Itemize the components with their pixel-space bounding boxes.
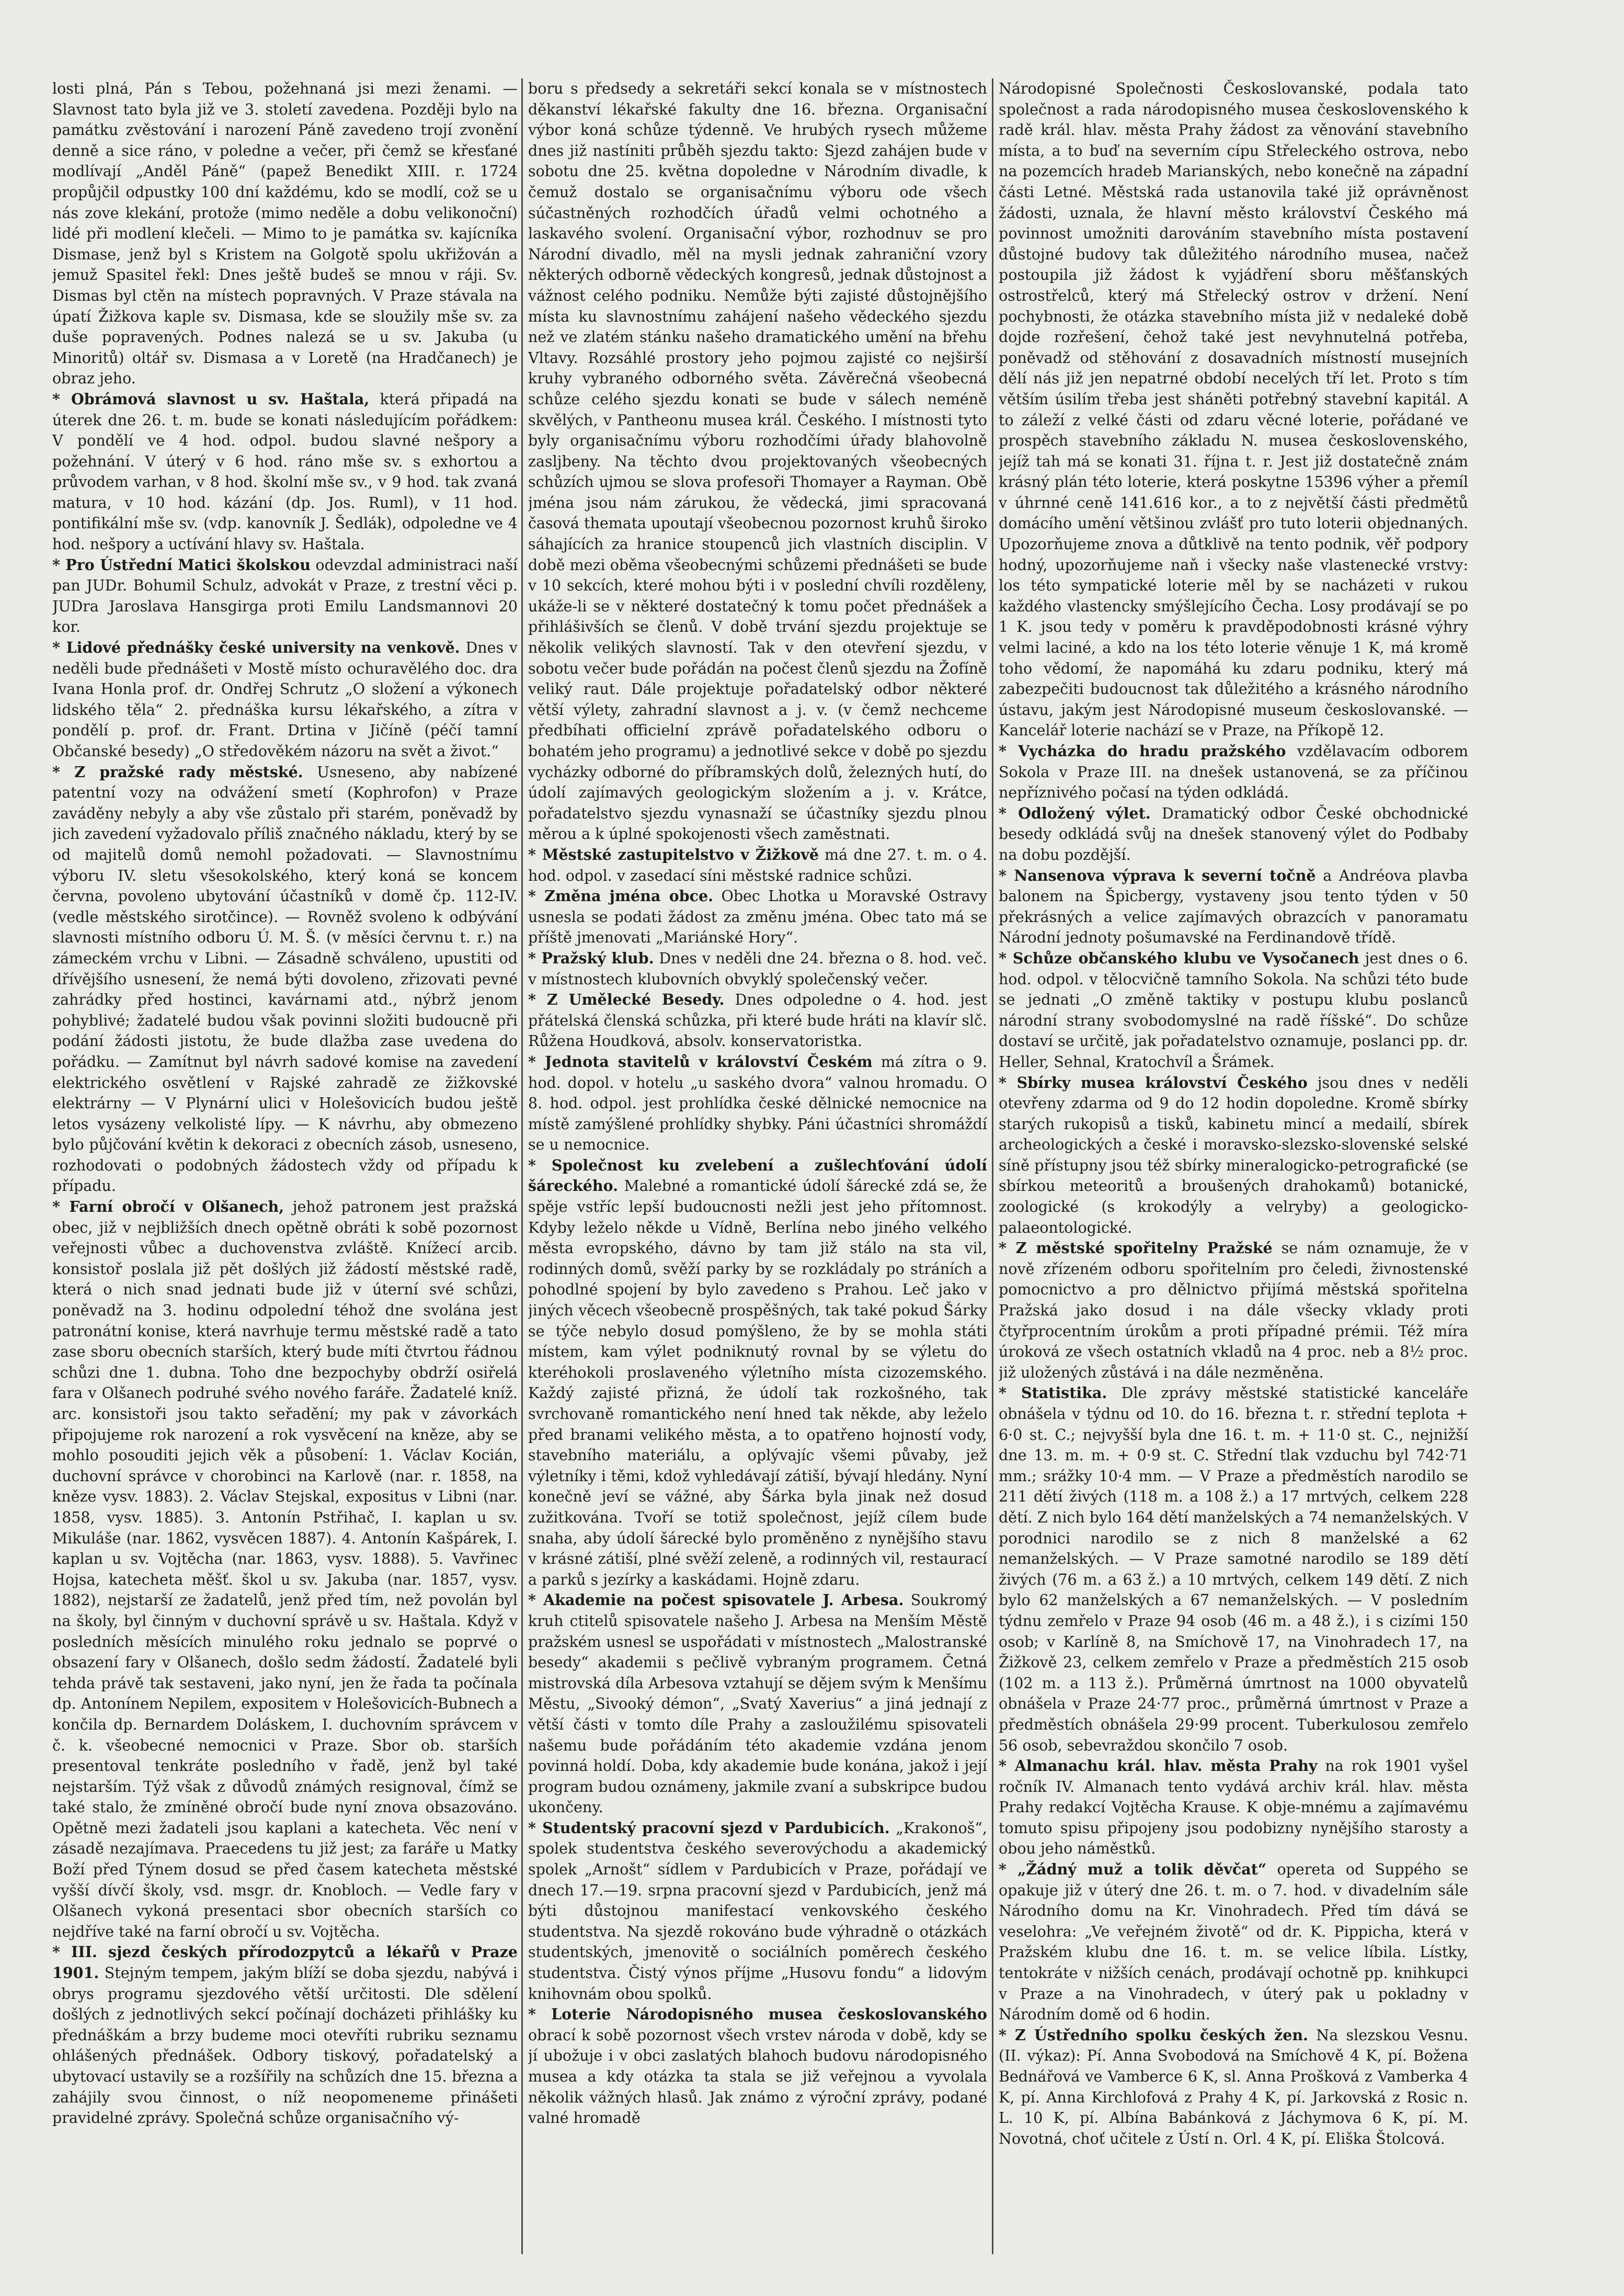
article-paragraph <box>999 78 1468 741</box>
article-text: Dnes odpoledne o 4. hod. jest přátelská členská schůzka, při které bude hráti na klavír slč. Růžena Houdková, absolv. konservatoristka. <box>528 991 987 1050</box>
article-paragraph <box>528 1818 987 2004</box>
article-text: má dne 27. t. m. o 4. hod. odpol. v zasedací síni městské radnice schůzi. <box>528 846 987 884</box>
article-text: Stejným tempem, jakým blíží se doba sjezdu, nabývá i obrys programu sjezdového větší určitosti. Dle sdělení došlých z jednotlivých sekcí počínají docházeti přihlášky ku přednáškám a brzy budeme moci otevříti rubriku seznamu ohlášených přednášek. Odbory tiskový, pořadatelský a ubytovací ustavily se a rozšířily na schůzích dne 15. března a zahájily svou činnost, o níž neopomeneme přinášeti pravidelné zprávy. Společná schůze organisačního vý- <box>52 1964 518 2127</box>
article-paragraph <box>999 1238 1468 1383</box>
article-heading: * Lidové přednášky české university na venkově. <box>52 639 460 657</box>
article-text: Malebné a romantické údolí šárecké zdá se, že spěje vstříc lepší budoucnosti nežli jest jeho přítomnost. Kdyby leželo někde u Vídně, Berlína nebo jiného velkého města evropského, dávno by tam již stálo na sta vil, rodinných domů, svěží parky by se rozkládaly po stráních a pohodlné spojení by bylo zavedeno s Prahou. Leč jako v jiných věcech všeobecně prospěšných, tak také pokud Šárky se týče nebylo dosud pomýšleno, že by se mohla státi místem, kam výlet podniknutý rovnal by se výletu do kteréhokoli proslaveného výletního místa cizozemského. Každý zajisté přizná, že údolí tak rozkošného, tak svrchovaně romantického není hned tak někde, aby leželo před branami velikého města, a to opatřeno hojností vody, stavebního materiálu, a oplývajíc všemi půvaby, jež výletníky i těmi, kdož vyhledávají zátiší, bývají hledány. Nyní konečně jeví se vážné, aby Šárka byla jinak než dosud zužitkována. Tvoří se totiž společnost, jejíž cílem bude snaha, aby údolí šárecké bylo proměněno z nynějšího stavu v krásné zátiší, plné svěží zeleně, a rodinných vil, restaurací a parků s jezírky a kaskádami. Hojně zdaru. <box>528 1177 987 1588</box>
article-paragraph <box>52 1197 518 1942</box>
column-divider <box>992 78 993 2254</box>
article-heading: * Almanachu král. hlav. města Prahy <box>999 1757 1318 1775</box>
article-paragraph <box>999 2025 1468 2150</box>
column-middle <box>528 78 987 2259</box>
article-text: jest dnes o 6. hod. odpol. v tělocvičně tamního Sokola. Na schůzi této bude se jednati „O změně taktiky v postupu klubu poslanců národní strany svobodomyslné na radě říšské“. Do schůze dostaví se určitě, jak pořadatelstvo oznamuje, poslanci pp. dr. Heller, Sehnal, Kratochvíl a Šrámek. <box>999 949 1468 1071</box>
article-heading: * Z Ústředního spolku českých žen. <box>999 2026 1308 2044</box>
article-paragraph <box>999 741 1468 803</box>
article-text: Soukromý kruh ctitelů spisovatele našeho J. Arbesa na Menším Městě pražském usnesl se uspořádati v místnostech „Malostranské besedy“ akademii s pečlivě vybraným programem. Četná mistrovská díla Arbesova vztahují se dějem svým k Menšímu Městu, „Sivooký démon“, „Svatý Xaverius“ a jiná jednají z větší části v tomto díle Prahy a zasloužilému spisovateli našemu bude pořádáním této akademie vzdána jenom povinná holdí. Doba, kdy akademie bude konána, jakož i její program budou oznámeny, jakmile zvaní a subskripce budou ukončeny. <box>528 1592 987 1816</box>
article-text: losti plná, Pán s Tebou, požehnaná jsi mezi ženami. — Slavnost tato byla již ve 3. století zavedena. Později bylo na památku zvěstování i narození Páně zavedeno trojí zvonění denně a sice ráno, v poledne a večer, při čemž se křesťané modlívají „Anděl Páně“ (papež Benedikt XIII. r. 1724 propůjčil odpustky 100 dní každému, kdo se modlí, což se u nás zove klekání, protože (mimo neděle a dobu velikonoční) lidé při modlení klečeli. — Mimo to je památka sv. kajícníka Dismase, jenž byl s Kristem na Golgotě spolu ukřižován a jemuž Spasitel řekl: Dnes ještě budeš se mnou v ráji. Sv. Dismas byl ctěn na místech popravných. V Praze stávala na úpatí Žižkova kaple sv. Dismasa, kde se sloužily mše sv. za duše popravených. Podnes nalezá se u sv. Jakuba (u Minoritů) oltář sv. Dismasa a v Loretě (na Hradčanech) je obraz jeho. <box>52 80 518 388</box>
article-heading: * Společnost ku zvelebení a zušlechťování údolí šáreckého. <box>528 1156 987 1195</box>
article-heading: * „Žádný muž a tolik děvčat“ <box>999 1860 1267 1879</box>
article-paragraph <box>528 886 987 948</box>
article-paragraph <box>52 555 518 638</box>
article-heading: * III. sjezd českých přírodozpytců a lékařů v Praze 1901. <box>52 1943 518 1982</box>
article-heading: * Z pražské rady městské. <box>52 763 303 781</box>
article-heading: * Sbírky musea království Českého <box>999 1073 1308 1092</box>
article-paragraph <box>528 948 987 990</box>
article-paragraph <box>528 845 987 886</box>
article-heading: * Obrámová slavnost u sv. Haštala, <box>52 390 370 408</box>
article-paragraph <box>528 990 987 1052</box>
article-paragraph <box>528 1590 987 1818</box>
column-right <box>999 78 1468 2259</box>
article-heading: * Akademie na počest spisovatele J. Arbesa. <box>528 1591 904 1609</box>
article-text: na rok 1901 vyšel ročník IV. Almanach tento vydává archiv král. hlav. města Prahy redakcí Vojtěcha Krause. K obje-mnému a zajímavému tomuto spisu připojeny jsou podobizny nynějšího starosty a obou jeho náměstků. <box>999 1757 1468 1858</box>
article-text: která připadá na úterek dne 26. t. m. bude se konati následujícím pořádkem: V pondělí ve 4 hod. odpol. budou slavné nešpory a požehnání. V úterý v 6 hod. ráno mše sv. s exhortou a průvodem varhan, v 8 hod. školní mše sv., v 9 hod. tak zvaná matura, v 10 hod. kázání (dp. Jos. Ruml), v 11 hod. pontifikální mše sv. (vdp. kanovník J. Šedlák), odpoledne ve 4 hod. nešpory a uctívání hlavy sv. Haštala. <box>52 390 518 553</box>
article-paragraph <box>528 78 987 845</box>
article-heading: * Pražský klub. <box>528 949 654 967</box>
article-heading: * Schůze občanského klubu ve Vysočanech <box>999 949 1359 967</box>
article-heading: * Změna jména obce. <box>528 887 714 905</box>
article-text: vzdělavacím odborem Sokola v Praze III. na dnešek ustanovená, se za příčinou nepříznivého počasí na týden odkládá. <box>999 743 1468 802</box>
article-text: Dnes v neděli dne 24. března o 8. hod. več. v místnostech klubovních obvyklý společenský večer. <box>528 949 987 988</box>
article-text: „Krakonoš“, spolek studentstva českého severovýchodu a akademický spolek „Arnošt“ sídlem v Pardubicích v Praze, pořádají ve dnech 17.—19. srpna pracovní sjezd v Pardubicích, jenž má býti důstojnou manifestací venkovského českého studentstva. Na sjezdě rokováno bude výhradně o otázkách studentských, jmenovitě o sociálních poměrech českého studentstva. Čistý výnos příjme „Husovu fondu“ a lidovým knihovnám obou spolků. <box>528 1819 987 2003</box>
article-text: Usneseno, aby nabízené patentní vozy na odvážení smetí (Kophrofon) v Praze zaváděny nebyly a aby vše zůstalo při starém, poněvadž by jich zavedení vyžadovalo příliš značného nákladu, který by se od majitelů domů nemohl požadovati. — Slavnostnímu výboru IV. sletu všesokolského, který koná se koncem června, povoleno ubytování účastníků v domě čp. 112-IV. (vedle městského sirotčince). — Rovněž svoleno k odbývání slavnosti místního odboru Ú. M. Š. (v měsíci červnu t. r.) na zámeckém vrchu v Libni. — Zásadně schváleno, upustiti od dřívějšího usnesení, že nemá býti dovoleno, zřizovati pevné zahrádky před hostinci, kavárnami atd., nýbrž jenom pohyblivé; žadatelé budou však povinni složiti budoucně při podání žádosti jistotu, že bude dlažba zase uvedena do pořádku. — Zamítnut byl návrh sadové komise na zavedení elektrického osvětlení v Rajské zahradě ze žižkovské elektrárny — V Plynární ulici v Holešovicích budou ještě letos vysázeny velkolisté lípy. — K návrhu, aby obmezeno bylo půjčování květin k dekoraci z obecních zásob, usneseno, rozhodovati o podobných žádostech vždy od případu k případu. <box>52 763 518 1195</box>
article-paragraph <box>528 2004 987 2129</box>
article-text: Dle zprávy městské statistické kanceláře obnášela v týdnu od 10. do 16. března t. r. střední teplota + 6·0 st. C.; nejvyšší byla dne 16. t. m. + 11·0 st. C., nejnižší dne 13. m. m. + 0·9 st. C. Střední tlak vzduchu byl 742·71 mm.; srážky 10·4 mm. — V Praze a předměstích narodilo se 211 dětí živých (118 m. a 108 ž.) a 17 mrtvých, celkem 228 dětí. Z nich bylo 164 dětí manželských a 74 nemanželských. V porodnici narodilo se z nich 8 manželské a 62 nemanželských. — V Praze samotné narodilo se 189 dětí živých (76 m. a 63 ž.) a 10 mrtvých, celkem 149 dětí. Z nich bylo 62 manželských a 67 nemanželských. — V posledním týdnu zemřelo v Praze 94 osob (46 m. a 48 ž.), i s cizími 150 osob; v Karlíně 8, na Smíchově 17, na Vinohradech 17, na Žižkově 23, celkem zemřelo v Praze a předměstích 215 osob (102 m. a 113 ž.). Průměrná úmrtnost na 1000 obyvatelů obnášela v Praze 24·77 proc., průměrná úmrtnost v Praze a předměstích obnášela 29·99 procent. Tuberkulosou zemřelo 56 osob, sebevraždou skončilo 7 osob. <box>999 1384 1468 1754</box>
article-heading: * Z Umělecké Besedy. <box>528 991 725 1009</box>
article-paragraph <box>999 1383 1468 1756</box>
article-paragraph <box>999 1756 1468 1859</box>
article-text: Na slezskou Vesnu. (II. výkaz): Pí. Anna Svobodová na Smíchově 4 K, pí. Božena Bednářová ve Vamberce 6 K, sl. Anna Prošková z Vamberka 4 K, pí. Anna Kirchlofová z Prahy 4 K, pí. Jarkovská z Rosic n. L. 10 K, pí. Albína Babánková z Jáchymova 6 K, pí. M. Novotná, choť učitele z Ústí n. Orl. 4 K, pí. Eliška Štolcová. <box>999 2026 1468 2147</box>
article-text: boru s předsedy a sekretáři sekcí konala se v místnostech děkanství lékařské fakulty dne 16. března. Organisační výbor koná schůze týdenně. Ve hrubých rysech můžeme dnes již nastíniti průběh sjezdu takto: Sjezd zahájen bude v sobotu dne 25. května dopoledne v Národním divadle, k čemuž dostalo se organisačnímu výboru ode všech súčastněných rozhodčích úřadů velmi ochotného a laskavého svolení. Organisační výbor, rozhodnuv se pro Národní divadlo, měl na mysli jednak zahraniční vzory některých odborně vědeckých kongresů, jednak důstojnost a vážnost celého podniku. Nemůže býti zajisté důstojnějšího místa ku slavnostnímu zahájení našeho vědeckého sjezdu než ve zlatém stánku našeho dramatického umění na břehu Vltavy. Rozsáhlé prostory jeho pojmou zajisté co nejširší kruhy vybraného odborného světa. Závěrečná všeobecná schůze celého sjezdu konati se bude v sálech neméně skvělých, v Pantheonu musea král. Českého. I místnosti tyto byly organisačnímu výboru rozhodčími úřady blahovolně zasljbeny. Na těchto dvou projektovaných všeobecných schůzích ujmou se slova profesoři Thomayer a Rayman. Obě jména jsou nám zárukou, že vědecká, jimi spracovaná časová themata upoutají všeobecnou pozornost kruhů široko sáhajících za hranice stoupenců jich vlastních disciplin. V době mezi oběma všeobecnými schůzemi přednášeti se bude v 10 sekcích, které mohou býti i v poslední chvíli rozděleny, ukáže-li se v některé dostatečný k tomu počet přednášek a přihlášivších se členů. V době trvání sjezdu projektuje se několik velikých slavností. Tak v den otevření sjezdu, v sobotu večer bude pořádán na počest členů sjezdu na Žofíně veliký raut. Dále projektuje pořadatelský odbor některé větší výlety, zahradní slavnost a j. v. (v čemž nechceme předbíhati officielní zprávě pořadatelského odboru o bohatém jeho programu) a jednotlivé sekce v době po sjezdu vycházky odborné do příbramských dolů, železných hutí, do údolí zajímavých geologickým složením a j. v. Krátce, pořadatelstvo sjezdu vynasnaží se účastníky sjezdu plnou měrou a k úplné spokojenosti všech zaměstnati. <box>528 80 987 843</box>
article-text: obrací k sobě pozornost všech vrstev národa v době, kdy se jí ubožuje i v obci zaslatých blahoch budovu národopisného musea a kdy otázka ta stala se již veřejnou a vyvolala několik vážných hlasů. Jak známo z výroční zprávy, podané valné hromadě <box>528 2026 987 2127</box>
article-text: jehož patronem jest pražská obec, již v nejbližších dnech opětně obráti k sobě pozornost veřejnosti vůbec a duchovenstva zvláště. Knížecí arcib. konsistoř poslala již pět došlých již žádostí městské radě, která o nich snad jednati bude již v úterní své schůzi, poněvadž na 3. hodinu odpolední téhož dne svolána jest patronátní konise, která navrhuje termu městské radě a tato zase sboru obecních starších, který bude míti čtvrtou řádnou schůzi dne 1. dubna. Toho dne bezpochyby obdrží osiřelá fara v Olšanech podruhé svého nového faráře. Žadatelé kníž. arc. konsistoři jsou takto seřadění; my pak v závorkách připojujeme rok narození a rok vysvěcení na kněze, aby se mohlo posouditi jejich věk a působení: 1. Václav Kocián, duchovní správce v chorobinci na Karlově (nar. r. 1858, na kněze vysv. 1883). 2. Václav Stejskal, expositus v Libni (nar. 1858, vysv. 1885). 3. Antonín Pstřihač, I. kaplan u sv. Mikuláše (nar. 1862, vysvěcen 1887). 4. Antonín Kašpárek, I. kaplan u sv. Vojtěcha (nar. 1863, vysv. 1888). 5. Vavřinec Hojsa, katecheta měšť. škol u sv. Jakuba (nar. 1857, vysv. 1882), nejstarší ze žadatelů, jenž před tím, než povolán byl na školy, byl činným v duchovní správě u sv. Haštala. Když v posledních měsících minulého roku jednalo se poprvé o obsazení fary v Olšanech, došlo sedm žádostí. Žadatelé byli tehda právě tak sestaveni, jako nyní, jen že řada ta počínala dp. Antonínem Nepilem, expositem v Holešovicích-Bubnech a končila dp. Bernardem Doláskem, I. duchovním správcem v č. k. všeobecné nemocnici v Praze. Sbor ob. starších presentoval tenkráte posledního v řadě, jenž byl také nejstarším. Týž však z důvodů známých resignoval, čímž se také stalo, že zmíněné obročí bude nyní znova obsazováno. Opětně mezi žadateli jsou kaplani a katecheta. Věc není v zásadě nezajímava. Praecedens tu již jest; za faráře u Matky Boží před Týnem dosud se před časem katecheta městské vyšší dívčí školy, vsd. msgr. dr. Knobloch. — Vedle fary v Olšanech vykoná presentaci sbor obecních starších co nejdříve také na farní obročí u sv. Vojtěcha. <box>52 1198 518 1940</box>
article-text: Dnes v neděli bude přednášeti v Mostě místo ochuravělého doc. dra Ivana Honla prof. dr. Ondřej Schrutz „O složení a výkonech lidského těla“ 2. přednáška kursu lékařského, a zítra v pondělí p. prof. dr. Frant. Drtina v Jičíně (péčí tamní Občanské besedy) „O středověkém názoru na svět a život.“ <box>52 639 518 760</box>
article-paragraph <box>999 1073 1468 1238</box>
article-heading: * Vycházka do hradu pražského <box>999 742 1286 760</box>
article-heading: * Farní obročí v Olšanech, <box>52 1198 284 1216</box>
article-paragraph <box>528 1155 987 1590</box>
article-text: Národopisné Společnosti Českoslovanské, podala tato společnost a rada národopisného musea československého k radě král. hlav. města Prahy žádost za věnování stavebního místa, a to buď na severním cípu Střeleckého ostrova, nebo na pozemcích hradeb Marianských, nebo konečně na západní části Letné. Městská rada ustanovila také již oprávněnost žádosti, uznala, že hlavní město království Českého má povinnost umožniti darováním stavebního místa postavení důstojné budovy tak důležitého národního musea, načež postoupila již žádost k vyjádření sboru měšťanských ostrostřelců, který má Střelecký ostrov v držení. Není pochybnosti, že otázka stavebního místa již v nedaleké době dojde rozřešení, čehož také jest nevyhnutelná potřeba, poněvadž od stěhování z dosavadních místností musejních dělí nás již jen nepatrné období necelých tří let. Proto s tím větším úsilím třeba jest sháněti potřebný stavební kapitál. A to záleží z velké části od zdaru věcné loterie, pořádané ve prospěch stavebního základu N. musea československého, jejíž tah má se konati 31. října t. r. Jest již dostatečně znám krásný plán této loterie, která poskytne 15396 výher a přemíl v úhrnné ceně 141.616 kor., a to z největší části předmětů domácího umění většinou zvlášť pro tuto loterii objednaných. Upozorňujeme znova a důtklivě na tento podnik, věř podpory hodný, upozorňujeme naň i všecky naše vlastenecké vrstvy: los této sympatické loterie měl by se nacházeti v rukou každého vlastencky smýšlejícího Čecha. Losy prodávají se po 1 K. jsou tedy v poměru k pravděpodobnosti krásné výhry velmi laciné, a kdo na los této loterie věnuje 1 K, má kromě toho vědomí, že napomáhá ku zdaru podniku, který má zabezpečiti budoucnost tak důležitého a krásného národního ústavu, jakým jest Národopisné museum českoslovanské. — Kancelář loterie nachází se v Praze, na Příkopě 12. <box>999 80 1468 740</box>
article-paragraph <box>52 638 518 762</box>
article-text: odevzdal administraci naší pan JUDr. Bohumil Schulz, advokát v Praze, z trestní věci p. JUDra Jaroslava Hansgirga proti Emilu Landsmannovi 20 kor. <box>52 556 518 636</box>
article-paragraph <box>999 948 1468 1073</box>
article-paragraph <box>52 389 518 555</box>
article-heading: * Loterie Národopisného musea českoslovanského <box>528 2005 987 2024</box>
article-heading: * Statistika. <box>999 1384 1107 1402</box>
column-divider <box>521 78 523 2254</box>
article-text: opereta od Suppého se opakuje již v úterý dne 26. t. m. o 7. hod. v divadelním sále Národního domu na Kr. Vinohradech. Před tím dává se veselohra: „Ve veřejném životě“ od dr. K. Pippicha, která v Pražském klubu dne 16. t. m. se velice líbila. Lístky, tentokráte v nižších cenách, prodávají ochotně pp. knihkupci v Praze a na Vinohradech, v úterý pak u pokladny v Národním domě od 6 hodin. <box>999 1861 1468 2024</box>
article-text: a Andréova plavba balonem na Špicbergy, vystaveny jsou tento týden v 50 překrásných a velice zajímavých obrazcích v panoramatu Národní jednoty pošumavské na Ferdinandově třídě. <box>999 867 1468 947</box>
article-heading: * Nansenova výprava k severní točně <box>999 866 1316 884</box>
article-paragraph <box>999 803 1468 866</box>
article-heading: * Studentský pracovní sjezd v Pardubicích. <box>528 1818 890 1837</box>
article-paragraph <box>52 762 518 1197</box>
article-heading: * Odložený výlet. <box>999 804 1151 822</box>
article-heading: * Městské zastupitelstvo v Žižkově <box>528 845 819 863</box>
article-paragraph <box>52 1942 518 2128</box>
article-text: Obec Lhotka u Moravské Ostravy usnesla se podati žádost za změnu jména. Obec tato má se příště jmenovati „Mariánské Hory“. <box>528 888 987 947</box>
article-text: se nám oznamuje, že v nově zřízeném odboru spořitelním pro čeledi, živnostenské pomocnictvo a pro dělnictvo přijímá městská spořitelna Pražská jako dosud i na dále všecky vklady proti čtyřprocentním úrokům a proti případné prémii. Též míra úroková ze všech ostatních vkladů na 4 proc. neb a 8½ proc. již uložených zůstává i na dále nezměněna. <box>999 1240 1468 1381</box>
article-text: má zítra o 9. hod. dopol. v hotelu „u saského dvora“ valnou hromadu. O 8. hod. odpol. jest prohlídka české dělnické nemocnice na místě zamýšlené prohlídky shybky. Páni účastníci shromáždí se u nemocnice. <box>528 1053 987 1154</box>
article-paragraph <box>999 866 1468 948</box>
article-paragraph <box>528 1052 987 1155</box>
article-heading: * Z městské spořitelny Pražské <box>999 1239 1273 1257</box>
article-text: jsou dnes v neděli otevřeny zdarma od 9 do 12 hodin dopoledne. Kromě sbírky starých rukopisů a tisků, kabinetu mincí a medailí, sbírek archeologických a české i moravsko-slezsko-slovenské selské síně přístupny jsou též sbírky mineralogicko-petrografické (se sbírkou meteoritů a broušených drahokamů) botanické, zoologické (s krokodýly a velryby) a geologicko-palaeontologické. <box>999 1074 1468 1236</box>
article-heading: * Jednota stavitelů v království Českém <box>528 1052 873 1071</box>
column-left <box>52 78 518 2259</box>
article-paragraph <box>999 1859 1468 2025</box>
article-text: Dramatický odbor České obchodnické besedy odkládá svůj na dnešek stanovený výlet do Podbaby na dobu pozdější. <box>999 804 1468 863</box>
article-heading: * Pro Ústřední Matici školskou <box>52 555 311 574</box>
article-paragraph <box>52 78 518 389</box>
